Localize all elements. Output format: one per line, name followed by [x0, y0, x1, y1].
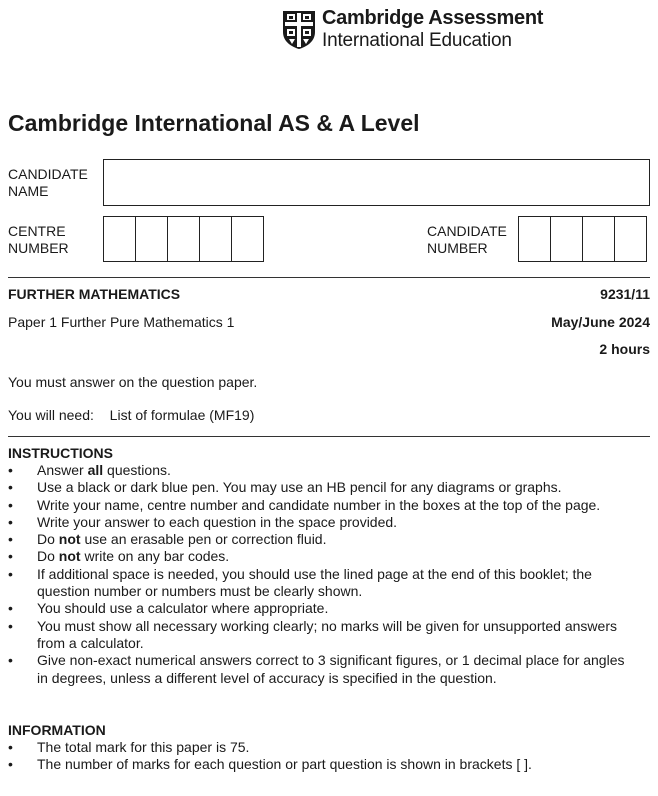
divider — [8, 436, 650, 437]
list-item: • Give non-exact numerical answers correct to 3 significant figures, or 1 decimal place for angles in degrees, unless a different level of accuracy is specified in the question. — [8, 652, 638, 687]
answer-on-paper-note: You must answer on the question paper. — [8, 374, 258, 390]
you-will-need-value: List of formulae (MF19) — [109, 407, 255, 423]
information-list — [8, 739, 638, 774]
you-will-need — [8, 407, 254, 423]
subject-title: FURTHER MATHEMATICS — [8, 286, 181, 302]
exam-duration: 2 hours — [599, 341, 650, 357]
list-item: • If additional space is needed, you should use the lined page at the end of this booklet; the question number or numbers must be clearly shown. — [8, 566, 638, 601]
candidate-number-cell[interactable] — [582, 216, 615, 262]
logo-line-2: International Education — [322, 30, 512, 51]
you-will-need-label: You will need: — [8, 407, 94, 423]
list-item: • The number of marks for each question or part question is shown in brackets [ ]. — [8, 756, 638, 773]
list-item: • The total mark for this paper is 75. — [8, 739, 638, 756]
candidate-number-label: CANDIDATE NUMBER — [427, 223, 507, 256]
list-item: • Do not use an erasable pen or correction fluid. — [8, 531, 638, 548]
centre-number-cell[interactable] — [199, 216, 232, 262]
list-item: • Write your answer to each question in the space provided. — [8, 514, 638, 531]
candidate-name-field[interactable] — [103, 159, 650, 206]
centre-number-label: CENTRE NUMBER — [8, 223, 69, 256]
candidate-number-cell[interactable] — [550, 216, 583, 262]
paper-code: 9231/11 — [600, 286, 650, 302]
list-item: • Answer all questions. — [8, 462, 638, 479]
list-item: • You must show all necessary working clearly; no marks will be given for unsupported answers from a calculator. — [8, 618, 638, 653]
centre-number-cell[interactable] — [103, 216, 136, 262]
centre-number-cell[interactable] — [167, 216, 200, 262]
instructions-heading: INSTRUCTIONS — [8, 445, 113, 461]
candidate-name-label: CANDIDATE NAME — [8, 166, 88, 199]
instructions-list — [8, 462, 638, 687]
list-item: • Do not write on any bar codes. — [8, 548, 638, 565]
logo-line-1: Cambridge Assessment — [322, 7, 544, 29]
divider — [8, 277, 650, 278]
centre-number-field[interactable] — [103, 216, 264, 262]
cambridge-crest-icon — [282, 10, 316, 50]
candidate-number-cell[interactable] — [614, 216, 647, 262]
information-heading: INFORMATION — [8, 722, 106, 738]
centre-number-cell[interactable] — [231, 216, 264, 262]
page-title: Cambridge International AS & A Level — [8, 110, 420, 136]
list-item: • Write your name, centre number and candidate number in the boxes at the top of the page. — [8, 497, 638, 514]
candidate-number-cell[interactable] — [518, 216, 551, 262]
candidate-number-field[interactable] — [518, 216, 647, 262]
list-item: • Use a black or dark blue pen. You may use an HB pencil for any diagrams or graphs. — [8, 479, 638, 496]
exam-session: May/June 2024 — [551, 314, 650, 330]
list-item: • You should use a calculator where appropriate. — [8, 600, 638, 617]
paper-name: Paper 1 Further Pure Mathematics 1 — [8, 314, 235, 330]
centre-number-cell[interactable] — [135, 216, 168, 262]
